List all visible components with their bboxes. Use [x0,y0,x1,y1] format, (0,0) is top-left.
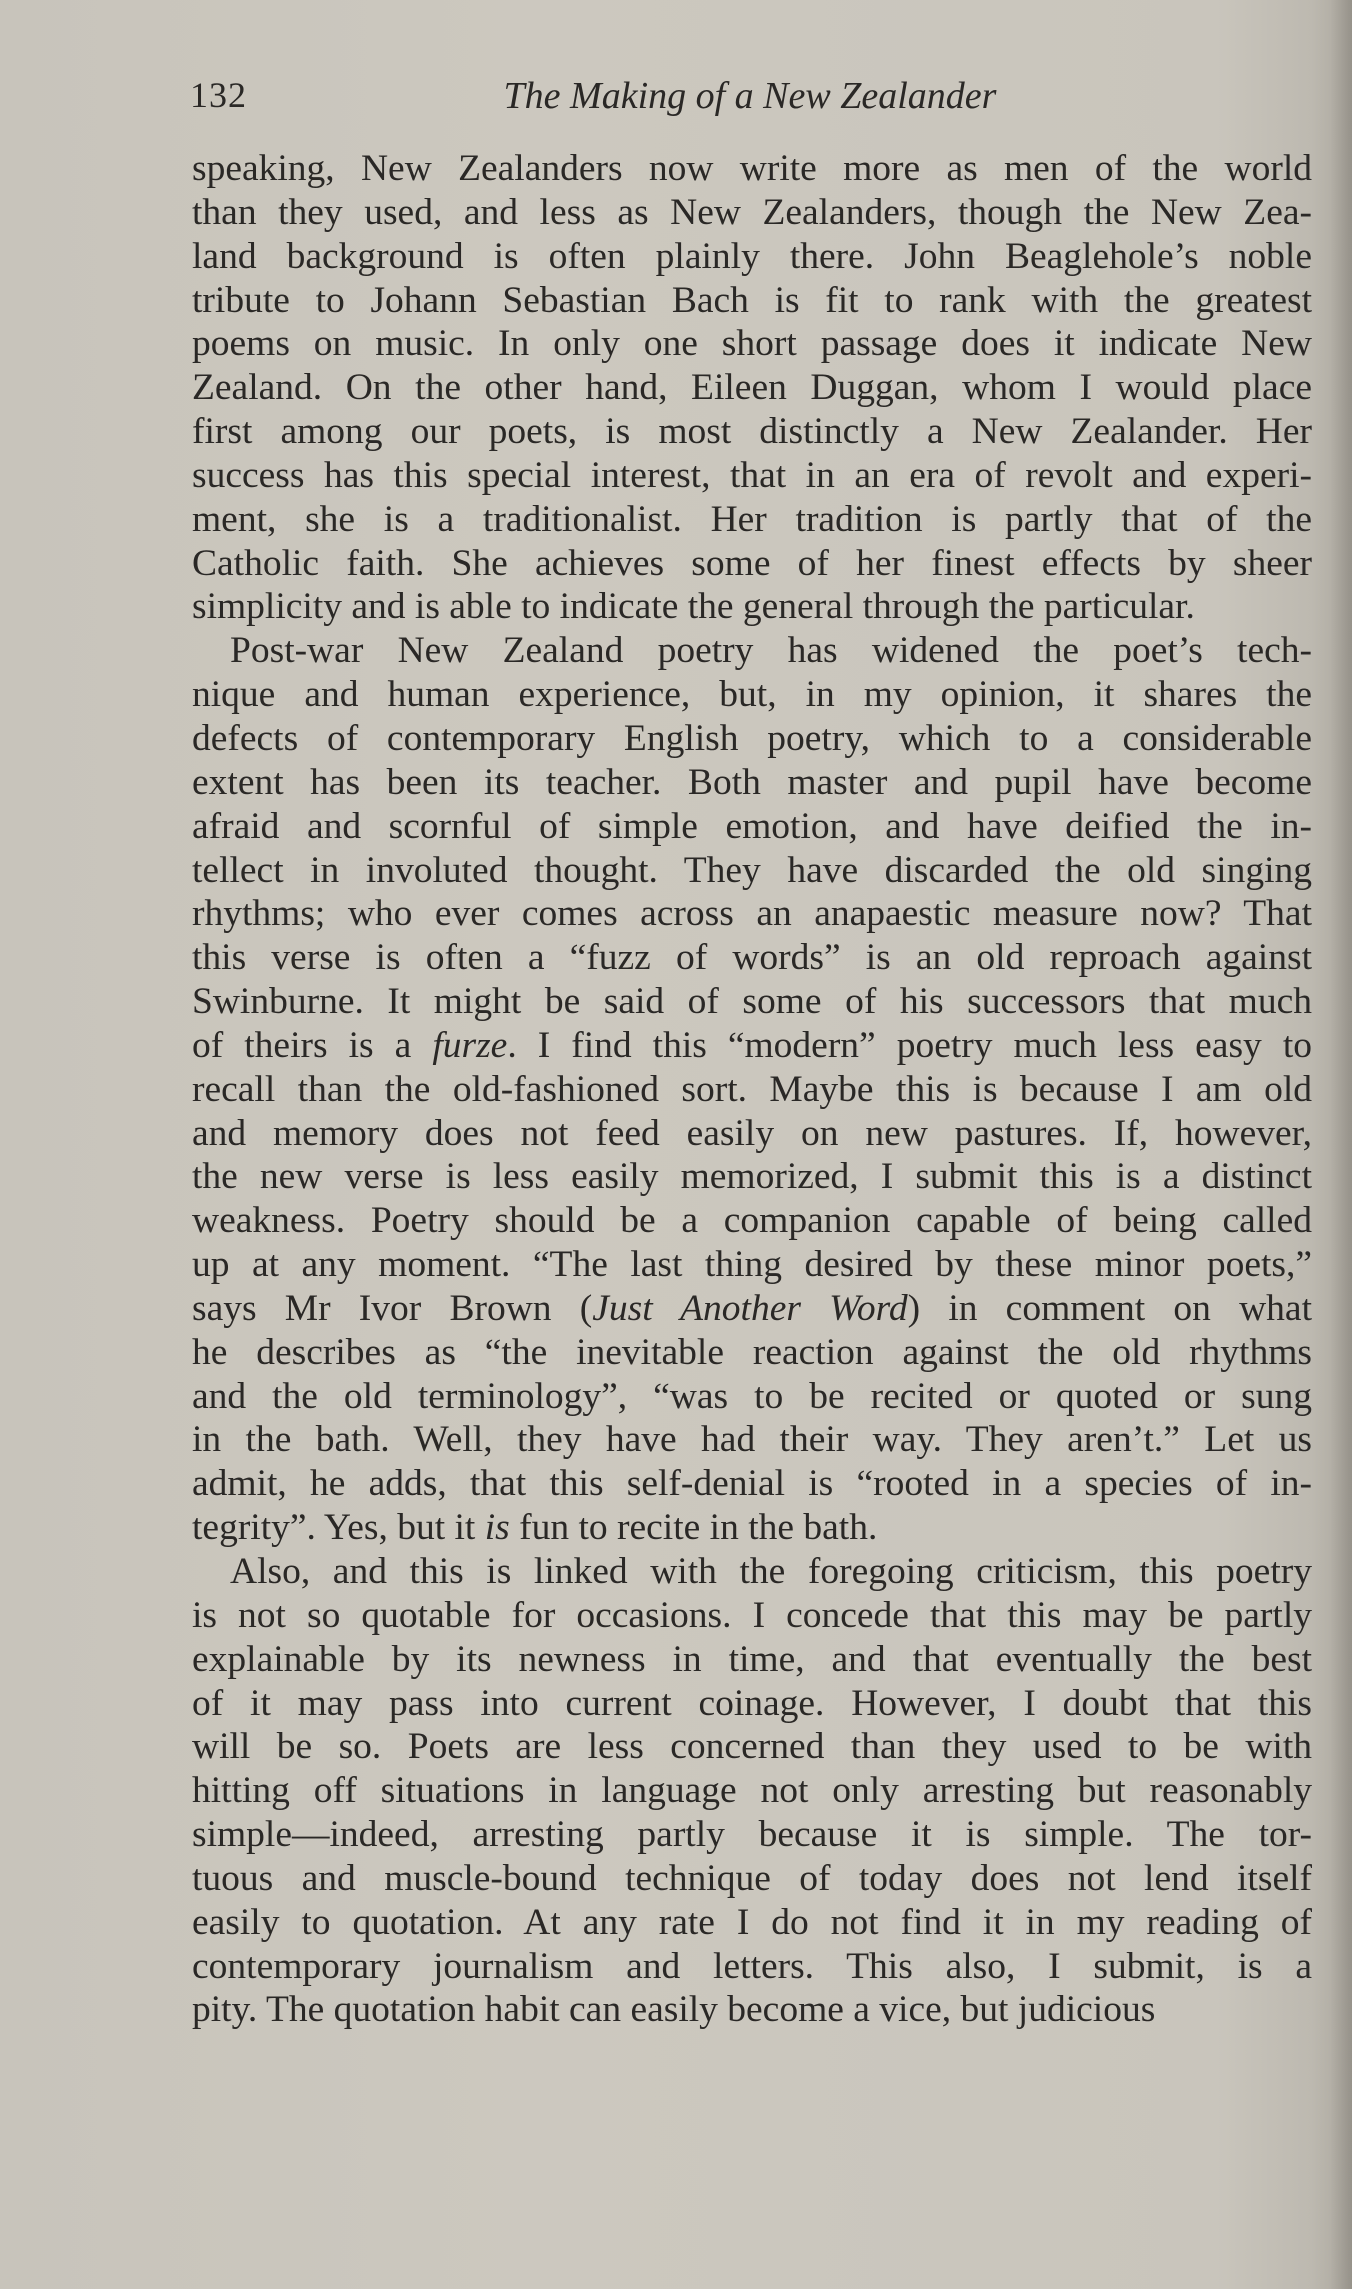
line-text: weakness. Poetry should be a companion capable of being called [192,1200,1312,1242]
line-text: nique and human experience, but, in my opinion, it shares the [192,674,1312,716]
italic-text: furze [432,1024,508,1066]
text-line [192,1725,1312,1769]
text-line [192,629,1312,673]
line-text: tribute to Johann Sebastian Bach is fit to rank with the greatest [192,279,1312,321]
line-text: extent has been its teacher. Both master and pupil have become [192,761,1312,803]
text-line [192,980,1312,1024]
line-text: Catholic faith. She achieves some of her finest effects by sheer [192,542,1312,584]
italic-text: is [484,1507,510,1549]
line-text: Also, and this is linked with the foregoing criticism, this poetry [230,1551,1312,1592]
text-line [192,1199,1312,1243]
text-line [192,410,1312,454]
text-line [192,1462,1312,1506]
text-line [192,1024,1312,1068]
line-text: fun to recite in the bath. [509,1507,878,1549]
line-text: poems on music. In only one short passage does it indicate New [192,323,1312,365]
text-line [192,498,1312,542]
text-line [192,1243,1312,1287]
text-line [192,1857,1312,1901]
text-line [192,1068,1312,1112]
paragraph [192,1550,1312,2032]
line-text: defects of contemporary English poetry, which to a considerable [192,717,1312,759]
line-text: tegrity”. Yes, but it [192,1507,485,1549]
text-line [192,147,1312,191]
text-line [192,1945,1312,1989]
text-line [192,542,1312,586]
text-line [192,235,1312,279]
line-text: explainable by its newness in time, and that eventually the best [192,1638,1312,1680]
line-text: of it may pass into current coinage. However, I doubt that this [192,1682,1312,1724]
text-line [192,1112,1312,1156]
page-header [190,74,1310,130]
text-line [192,1375,1312,1419]
line-text: Zealand. On the other hand, Eileen Duggan, whom I would place [192,367,1312,409]
text-line [192,1550,1312,1594]
line-text: and memory does not feed easily on new pastures. If, however, [192,1112,1312,1154]
line-text: recall than the old-fashioned sort. Maybe this is because I am old [192,1068,1312,1110]
page-gutter-shadow [1330,0,1352,2289]
text-line [192,936,1312,980]
line-text: ) in comment on what [907,1287,1312,1329]
text-line [192,849,1312,893]
line-text: land background is often plainly there. John Beaglehole’s noble [192,235,1312,277]
line-text: afraid and scornful of simple emotion, and have deified the in- [192,805,1312,847]
line-text: Post-war New Zealand poetry has widened the poet’s tech- [230,630,1312,672]
body-text [192,147,1312,2032]
text-line [192,279,1312,323]
italic-text: Just Another Word [592,1287,908,1329]
text-line [192,1901,1312,1945]
line-text: ment, she is a traditionalist. Her tradition is partly that of the [192,498,1312,540]
text-line [192,1287,1312,1331]
line-text: simple—indeed, arresting partly because it is simple. The tor- [192,1814,1312,1856]
text-line [192,1813,1312,1857]
line-text: simplicity and is able to indicate the general through the particular. [192,586,1195,628]
line-text: in the bath. Well, they have had their way. They aren’t.” Let us [192,1419,1312,1461]
line-text: than they used, and less as New Zealanders, though the New Zea- [192,191,1312,233]
line-text: this verse is often a “fuzz of words” is an old reproach against [192,937,1312,979]
text-line [192,1988,1312,2032]
line-text: the new verse is less easily memorized, I submit this is a distinct [192,1156,1312,1198]
line-text: admit, he adds, that this self-denial is “rooted in a species of in- [192,1463,1312,1505]
text-line [192,322,1312,366]
text-line [192,454,1312,498]
line-text: tuous and muscle-bound technique of today does not lend itself [192,1857,1312,1899]
line-text: contemporary journalism and letters. This also, I submit, is a [192,1945,1312,1987]
text-line [192,761,1312,805]
line-text: he describes as “the inevitable reaction against the old rhythms [192,1331,1312,1373]
line-text: Swinburne. It might be said of some of his successors that much [192,981,1312,1023]
text-line [192,892,1312,936]
text-line [192,805,1312,849]
text-line [192,1594,1312,1638]
line-text: speaking, New Zealanders now write more as men of the world [192,148,1312,189]
line-text: rhythms; who ever comes across an anapaestic measure now? That [192,893,1312,935]
text-line [192,1506,1312,1550]
text-line [192,585,1312,629]
text-line [192,1418,1312,1462]
paragraph [192,629,1312,1550]
text-line [192,717,1312,761]
line-text: says Mr Ivor Brown ( [192,1287,593,1329]
running-title: The Making of a New Zealander [503,75,997,117]
line-text: easily to quotation. At any rate I do not find it in my reading of [192,1901,1312,1943]
text-line [192,191,1312,235]
text-line [192,1682,1312,1726]
line-text: is not so quotable for occasions. I concede that this may be partly [192,1594,1312,1636]
line-text: up at any moment. “The last thing desired by these minor poets,” [192,1244,1312,1286]
line-text: first among our poets, is most distinctly a New Zealander. Her [192,411,1312,453]
text-line [192,1155,1312,1199]
text-line [192,366,1312,410]
line-text: tellect in involuted thought. They have discarded the old singing [192,849,1312,891]
text-line [192,673,1312,717]
line-text: will be so. Poets are less concerned than they used to be with [192,1726,1312,1768]
text-line [192,1331,1312,1375]
line-text: hitting off situations in language not only arresting but reasonably [192,1770,1312,1812]
line-text: pity. The quotation habit can easily become a vice, but judicious [192,1989,1156,2031]
page-number: 132 [190,75,247,115]
paragraph [192,147,1312,629]
line-text: and the old terminology”, “was to be recited or quoted or sung [192,1375,1312,1417]
line-text: of theirs is a [192,1024,433,1066]
line-text: success has this special interest, that in an era of revolt and experi- [192,454,1312,496]
line-text: . I find this “modern” poetry much less easy to [507,1024,1312,1066]
text-line [192,1638,1312,1682]
text-line [192,1769,1312,1813]
